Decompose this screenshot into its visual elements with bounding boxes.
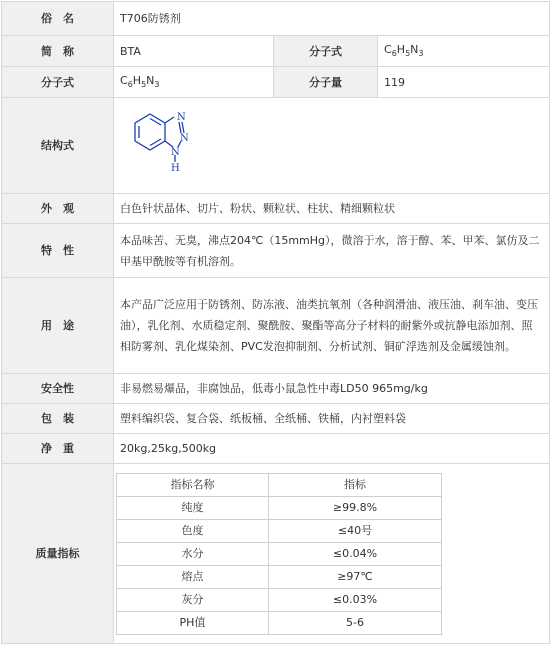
row-common-name	[2, 2, 550, 36]
quality-item-value: ≥99.8%	[269, 496, 442, 519]
short-name-label: 简 称	[2, 36, 114, 67]
quality-item-value: 5-6	[269, 611, 442, 634]
formula-right-value: $C_6H_5N_3$	[378, 36, 550, 67]
quality-cell	[114, 464, 550, 644]
uses-value: 本产品广泛应用于防锈剂、防冻液、油类抗氧剂（各种润滑油、液压油、刹车油、变压油），乳化剂、水质稳定剂、聚酰胺、聚酯等高分子材料的耐紫外或抗静电添加剂、照相防雾剂、乳化煤染剂、PVC发泡抑制剂、分析试剂、铜矿浮选剂及金属缓蚀剂。	[114, 278, 550, 374]
row-quality	[2, 464, 550, 644]
properties-value: 本品味苦、无臭，沸点204℃（15mmHg），微溶于水，溶于醇、苯、甲苯、氯仿及二甲基甲酰胺等有机溶剂。	[114, 224, 550, 278]
quality-item-name: 色度	[117, 519, 269, 542]
mol-weight-label: 分子量	[274, 67, 378, 98]
packaging-value: 塑料编织袋、复合袋、纸板桶、全纸桶、铁桶，内衬塑料袋	[114, 404, 550, 434]
quality-label: 质量指标	[2, 464, 114, 644]
common-name-label: 俗 名	[2, 2, 114, 36]
quality-item-name: 纯度	[117, 496, 269, 519]
quality-item-name: 熔点	[117, 565, 269, 588]
row-properties	[2, 224, 550, 278]
row-structure	[2, 98, 550, 194]
quality-item-name: 灰分	[117, 588, 269, 611]
product-spec-table	[1, 1, 550, 644]
row-formula	[2, 67, 550, 98]
packaging-label: 包 装	[2, 404, 114, 434]
quality-item-name: PH值	[117, 611, 269, 634]
formula-right-label: 分子式	[274, 36, 378, 67]
net-weight-value: 20kg,25kg,500kg	[114, 434, 550, 464]
formula-left-label: 分子式	[2, 67, 114, 98]
quality-header-row	[117, 473, 442, 496]
atom-n1: N	[177, 111, 186, 123]
appearance-label: 外 观	[2, 194, 114, 224]
appearance-value: 白色针状晶体、切片、粉状、颗粒状、柱状、精细颗粒状	[114, 194, 550, 224]
short-name-value: BTA	[114, 36, 274, 67]
quality-header-value: 指标	[269, 473, 442, 496]
quality-item-value: ≤0.04%	[269, 542, 442, 565]
quality-item-name: 水分	[117, 542, 269, 565]
safety-label: 安全性	[2, 374, 114, 404]
quality-row	[117, 519, 442, 542]
atom-h: H	[171, 162, 180, 174]
quality-table	[116, 473, 442, 635]
row-safety	[2, 374, 550, 404]
uses-label: 用 途	[2, 278, 114, 374]
quality-row	[117, 588, 442, 611]
quality-row	[117, 611, 442, 634]
quality-row	[117, 542, 442, 565]
row-net-weight	[2, 434, 550, 464]
atom-n2: N	[180, 132, 189, 144]
quality-item-value: ≤40号	[269, 519, 442, 542]
row-short-name	[2, 36, 550, 67]
structure-cell	[114, 98, 550, 194]
row-appearance	[2, 194, 550, 224]
quality-item-value: ≥97℃	[269, 565, 442, 588]
structure-label: 结构式	[2, 98, 114, 194]
row-uses	[2, 278, 550, 374]
atom-n3: N	[171, 146, 180, 158]
properties-label: 特 性	[2, 224, 114, 278]
quality-row	[117, 565, 442, 588]
mol-weight-value: 119	[378, 67, 550, 98]
formula-left-value: $C_6H_5N_3$	[114, 67, 274, 98]
quality-header-name: 指标名称	[117, 473, 269, 496]
benzotriazole-structure	[120, 106, 200, 186]
safety-value: 非易燃易爆品，非腐蚀品，低毒小鼠急性中毒LD50 965mg/kg	[114, 374, 550, 404]
quality-row	[117, 496, 442, 519]
row-packaging	[2, 404, 550, 434]
common-name-value: T706防锈剂	[114, 2, 550, 36]
net-weight-label: 净 重	[2, 434, 114, 464]
quality-item-value: ≤0.03%	[269, 588, 442, 611]
